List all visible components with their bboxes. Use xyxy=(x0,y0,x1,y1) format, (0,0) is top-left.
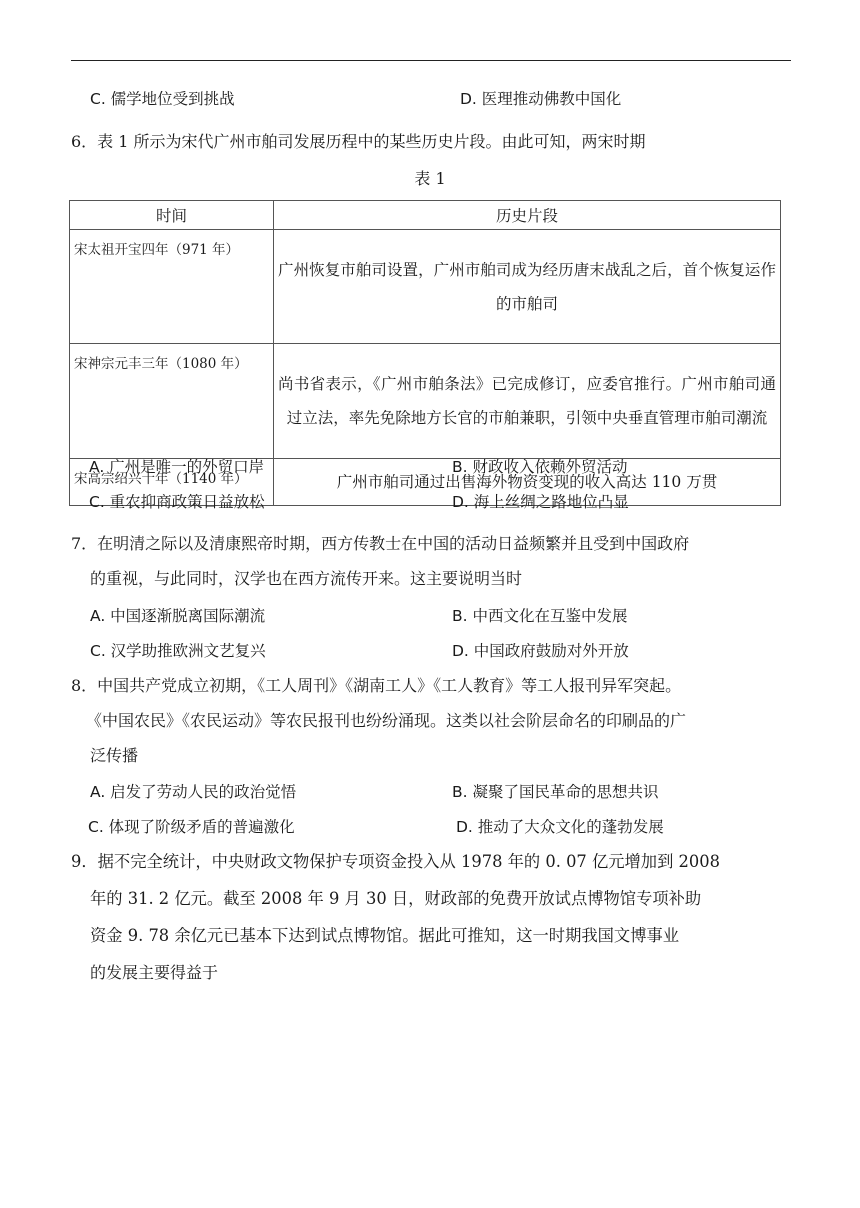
q7-option-b[interactable]: B. 中西文化在互鉴中发展 xyxy=(452,607,628,625)
header-time: 时间 xyxy=(70,201,274,230)
q8-option-a[interactable]: A. 启发了劳动人民的政治觉悟 xyxy=(90,783,297,801)
row-time: 宋神宗元丰三年（1080 年） xyxy=(70,344,274,459)
q8-stem-line2: 《中国农民》《农民运动》等农民报刊也纷纷涌现。这类以社会阶层命名的印刷品的广 xyxy=(86,711,687,730)
q6-option-d[interactable]: D. 海上丝绸之路地位凸显 xyxy=(452,493,629,511)
q5-option-c[interactable]: C. 儒学地位受到挑战 xyxy=(90,90,235,108)
header-rule xyxy=(71,60,791,61)
q9-stem-line4: 的发展主要得益于 xyxy=(90,963,219,982)
q9-stem-line2: 年的 31. 2 亿元。截至 2008 年 9 月 30 日，财政部的免费开放试点博物馆专项补助 xyxy=(90,889,702,908)
row-fragment: 尚书省表示，《广州市舶条法》已完成修订，应委官推行。广州市舶司通过立法，率先免除地方长官的市舶兼职，引领中央垂直管理市舶司潮流 xyxy=(274,344,781,459)
q8-option-b[interactable]: B. 凝聚了国民革命的思想共识 xyxy=(452,783,659,801)
q8-option-d[interactable]: D. 推动了大众文化的蓬勃发展 xyxy=(456,818,664,836)
row-fragment: 广州市舶司通过出售海外物资变现的收入高达 110 万贯 xyxy=(274,459,781,506)
table-row xyxy=(70,344,781,459)
q8-option-c[interactable]: C. 体现了阶级矛盾的普遍激化 xyxy=(88,818,295,836)
q7-option-c[interactable]: C. 汉学助推欧洲文艺复兴 xyxy=(90,642,266,660)
q6-option-a[interactable]: A. 广州是唯一的外贸口岸 xyxy=(89,458,265,476)
q6-stem: 6．表 1 所示为宋代广州市舶司发展历程中的某些历史片段。由此可知，两宋时期 xyxy=(71,132,646,151)
q6-option-c[interactable]: C. 重农抑商政策日益放松 xyxy=(89,493,265,511)
q6-option-b[interactable]: B. 财政收入依赖外贸活动 xyxy=(452,458,628,476)
table-row xyxy=(70,230,781,344)
q7-option-a[interactable]: A. 中国逐渐脱离国际潮流 xyxy=(90,607,266,625)
q5-option-d[interactable]: D. 医理推动佛教中国化 xyxy=(460,90,622,108)
q9-stem-line1: 9．据不完全统计，中央财政文物保护专项资金投入从 1978 年的 0. 07 亿元增加到 2008 xyxy=(71,852,720,871)
row-time: 宋太祖开宝四年（971 年） xyxy=(70,230,274,344)
header-fragment: 历史片段 xyxy=(274,201,781,230)
table-header-row xyxy=(70,201,781,230)
table-caption: 表 1 xyxy=(414,169,446,188)
q7-stem-line1: 7．在明清之际以及清康熙帝时期，西方传教士在中国的活动日益频繁并且受到中国政府 xyxy=(71,534,690,553)
q7-option-d[interactable]: D. 中国政府鼓励对外开放 xyxy=(452,642,629,660)
q8-stem-line3: 泛传播 xyxy=(90,746,139,765)
q7-stem-line2: 的重视，与此同时，汉学也在西方流传开来。这主要说明当时 xyxy=(90,569,523,588)
row-fragment: 广州恢复市舶司设置，广州市舶司成为经历唐末战乱之后，首个恢复运作的市舶司 xyxy=(274,230,781,344)
q9-stem-line3: 资金 9. 78 余亿元已基本下达到试点博物馆。据此可推知，这一时期我国文博事业 xyxy=(90,926,680,945)
row-time: 宋高宗绍兴十年（1140 年） xyxy=(70,459,274,506)
q8-stem-line1: 8．中国共产党成立初期，《工人周刊》《湖南工人》《工人教育》等工人报刊异军突起。 xyxy=(71,676,682,695)
